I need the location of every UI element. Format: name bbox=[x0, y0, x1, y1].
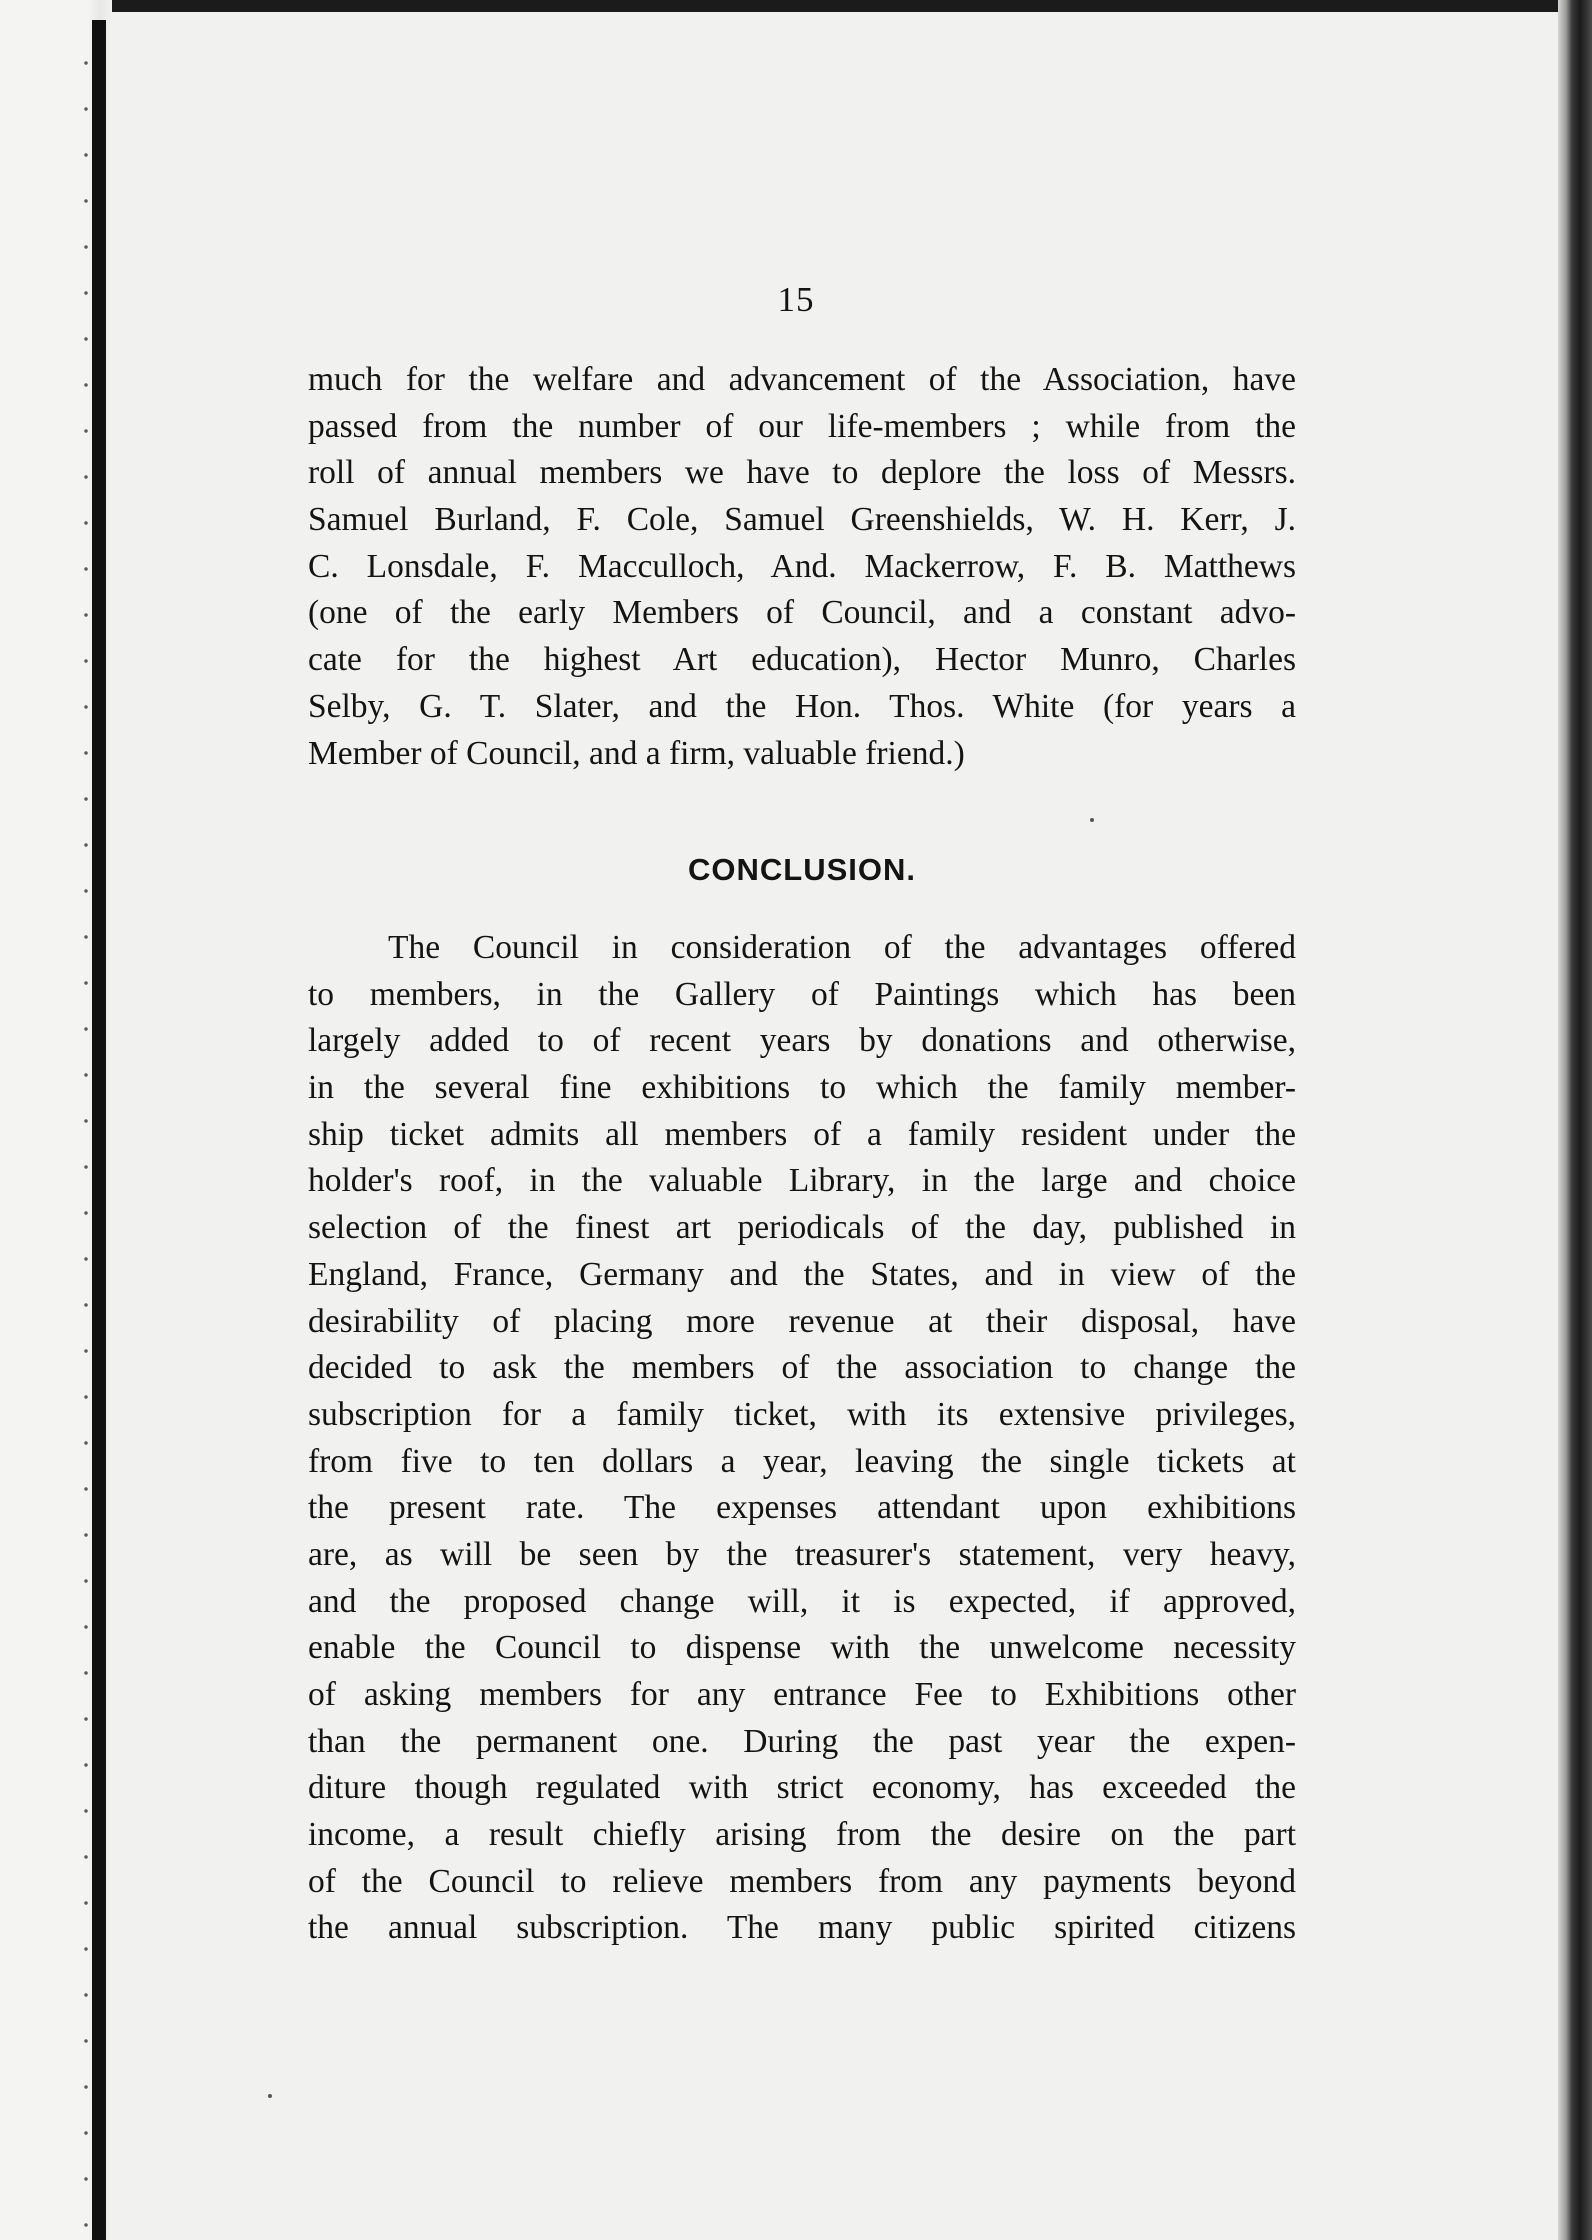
text-line: roll of annual members we have to deplore the loss of Messrs. bbox=[308, 454, 1296, 492]
text-line: desirability of placing more revenue at their disposal, have bbox=[308, 1302, 1296, 1340]
text-line: ship ticket admits all members of a family resident under the bbox=[308, 1115, 1296, 1153]
text-line: of the Council to relieve members from any payments beyond bbox=[308, 1862, 1296, 1900]
text-line: enable the Council to dispense with the unwelcome necessity bbox=[308, 1629, 1296, 1667]
page-number: 15 bbox=[777, 280, 815, 319]
text-line: decided to ask the members of the association to change the bbox=[308, 1349, 1296, 1387]
binding-gutter-line bbox=[92, 20, 106, 2240]
paragraph-conclusion bbox=[308, 925, 1296, 1952]
text-line: subscription for a family ticket, with its extensive privileges, bbox=[308, 1395, 1296, 1433]
text-line: (one of the early Members of Council, and a constant advo- bbox=[308, 594, 1296, 632]
text-line: much for the welfare and advancement of the Association, have bbox=[308, 361, 1296, 398]
text-line: The Council in consideration of the advantages offered bbox=[388, 929, 1296, 966]
text-line: holder's roof, in the valuable Library, in the large and choice bbox=[308, 1162, 1296, 1200]
text-line: C. Lonsdale, F. Macculloch, And. Mackerrow, F. B. Matthews bbox=[308, 547, 1296, 585]
paper-speck bbox=[1090, 818, 1094, 822]
text-line: the present rate. The expenses attendant upon exhibitions bbox=[308, 1489, 1296, 1527]
text-line: of asking members for any entrance Fee to Exhibitions other bbox=[308, 1676, 1296, 1713]
text-line: Samuel Burland, F. Cole, Samuel Greenshields, W. H. Kerr, J. bbox=[308, 501, 1296, 539]
text-line: selection of the finest art periodicals of the day, published in bbox=[308, 1209, 1296, 1247]
text-line: cate for the highest Art education), Hector Munro, Charles bbox=[308, 641, 1296, 679]
text-line: England, France, Germany and the States, and in view of the bbox=[308, 1255, 1296, 1293]
text-line: in the several fine exhibitions to which the family member- bbox=[308, 1069, 1296, 1107]
text-line: income, a result chiefly arising from the desire on the part bbox=[308, 1816, 1296, 1854]
text-line: and the proposed change will, it is expected, if approved, bbox=[308, 1582, 1296, 1620]
right-page-edge bbox=[1558, 0, 1592, 2240]
text-line: diture though regulated with strict economy, has exceeded the bbox=[308, 1769, 1296, 1807]
text-line: Selby, G. T. Slater, and the Hon. Thos. White (for years a bbox=[308, 687, 1296, 725]
section-heading: CONCLUSION. bbox=[688, 852, 916, 887]
text-line: than the permanent one. During the past year the expen- bbox=[308, 1722, 1296, 1760]
scan-top-border bbox=[0, 0, 1592, 12]
text-line: largely added to of recent years by donations and otherwise, bbox=[308, 1022, 1296, 1060]
text-line: are, as will be seen by the treasurer's statement, very heavy, bbox=[308, 1535, 1296, 1573]
text-line: passed from the number of our life-members ; while from the bbox=[308, 407, 1296, 445]
binding-stitch-marks bbox=[82, 40, 90, 2240]
text-line: from five to ten dollars a year, leaving the single tickets at bbox=[308, 1442, 1296, 1480]
text-line: to members, in the Gallery of Paintings which has been bbox=[308, 975, 1296, 1013]
paragraph-continuation bbox=[308, 357, 1296, 777]
text-line: Member of Council, and a firm, valuable friend.) bbox=[308, 734, 965, 772]
text-line: the annual subscription. The many public spirited citizens bbox=[308, 1909, 1296, 1947]
paper-speck bbox=[268, 2094, 272, 2098]
